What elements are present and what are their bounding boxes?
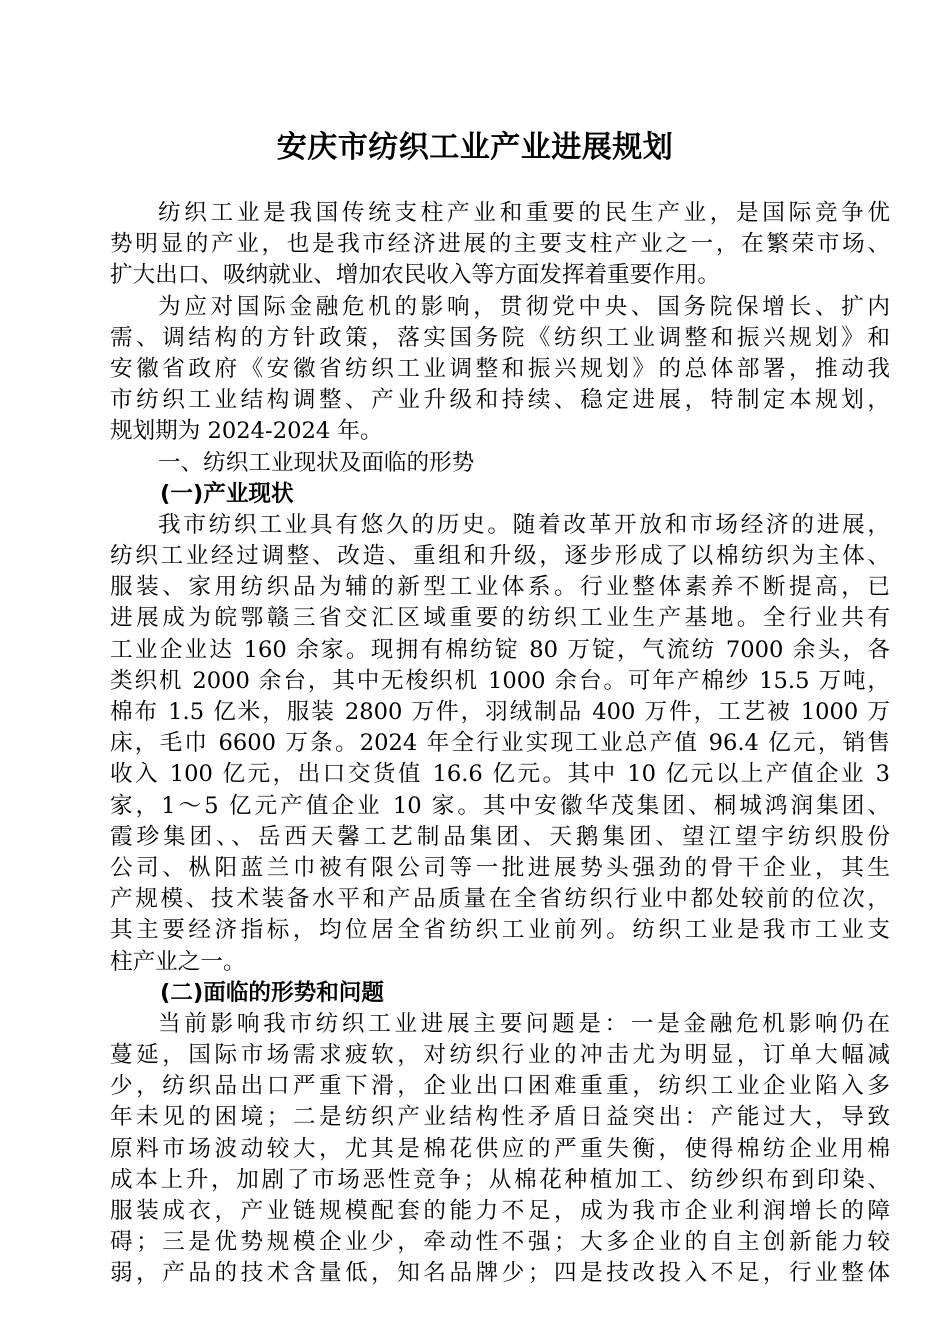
text-line: 产规模、技术装备水平和产品质量在全省纺织行业中都处较前的位次， [110, 886, 890, 913]
text-line: 进展成为皖鄂赣三省交汇区域重要的纺织工业生产基地。全行业共有 [110, 605, 890, 632]
text-line: 为应对国际金融危机的影响，贯彻党中央、国务院保增长、扩内 [158, 293, 890, 320]
text-line: 碍；三是优势规模企业少，牵动性不强；大多企业的自主创新能力较 [110, 1229, 890, 1256]
text-line: 安徽省政府《安徽省纺织工业调整和振兴规划》的总体部署，推动我 [110, 355, 890, 382]
text-line: 势明显的产业，也是我市经济进展的主要支柱产业之一，在繁荣市场、 [110, 231, 890, 258]
text-line: 扩大出口、吸纳就业、增加农民收入等方面发挥着重要作用。 [110, 262, 721, 289]
text-line: 市纺织工业结构调整、产业升级和持续、稳定进展，特制定本规划， [110, 387, 890, 414]
text-line: 家，1～5 亿元产值企业 10 家。其中安徽华茂集团、桐城鸿润集团、 [110, 792, 890, 819]
text-line: 纺织工业是我国传统支柱产业和重要的民生产业，是国际竞争优 [158, 200, 890, 226]
text-line: 原料市场波动较大，尤其是棉花供应的严重失衡，使得棉纺企业用棉 [110, 1135, 890, 1162]
text-line: 公司、枞阳蓝兰巾被有限公司等一批进展势头强劲的骨干企业，其生 [110, 854, 890, 881]
subsection-heading: (二)面临的形势和问题 [160, 979, 384, 1006]
text-line: 我市纺织工业具有悠久的历史。随着改革开放和市场经济的进展， [158, 511, 890, 538]
text-line: 服装成衣，产业链规模配套的能力不足，成为我市企业利润增长的障 [110, 1198, 890, 1224]
text-line: 其主要经济指标，均位居全省纺织工业前列。纺织工业是我市工业支 [110, 917, 890, 944]
text-line: 床，毛巾 6600 万条。2024 年全行业实现工业总产值 96.4 亿元，销售 [110, 730, 890, 757]
document-body [110, 198, 890, 1290]
text-line: 收入 100 亿元，出口交货值 16.6 亿元。其中 10 亿元以上产值企业 3 [110, 761, 890, 788]
document-title: 安庆市纺织工业产业进展规划 [276, 130, 674, 165]
text-line: 少，纺织品出口严重下滑，企业出口困难重重，纺织工业企业陷入多 [110, 1073, 890, 1100]
text-line: 工业企业达 160 余家。现拥有棉纺锭 80 万锭，气流纺 7000 余头，各 [110, 636, 890, 663]
text-line: 成本上升，加剧了市场恶性竞争；从棉花种植加工、纺纱织布到印染、 [110, 1166, 890, 1193]
text-line: 需、调结构的方针政策，落实国务院《纺织工业调整和振兴规划》和 [110, 324, 890, 351]
text-line: 纺织工业经过调整、改造、重组和升级，逐步形成了以棉纺织为主体、 [110, 543, 890, 570]
text-line: 弱，产品的技术含量低，知名品牌少；四是技改投入不足，行业整体 [110, 1260, 890, 1287]
text-line: 年未见的困境；二是纺织产业结构性矛盾日益突出：产能过大，导致 [110, 1104, 890, 1131]
text-line: 棉布 1.5 亿米，服装 2800 万件，羽绒制品 400 万件，工艺被 1000 万 [110, 699, 890, 725]
subsection-heading: (一)产业现状 [160, 480, 294, 507]
text-line: 规划期为 2024-2024 年。 [110, 418, 383, 445]
text-line: 柱产业之一。 [110, 948, 246, 975]
text-line: 蔓延，国际市场需求疲软，对纺织行业的冲击尤为明显，订单大幅减 [110, 1042, 890, 1069]
text-line: 当前影响我市纺织工业进展主要问题是：一是金融危机影响仍在 [158, 1010, 890, 1037]
section-heading: 一、纺织工业现状及面临的形势 [158, 449, 475, 476]
text-line: 服装、家用纺织品为辅的新型工业体系。行业整体素养不断提高，已 [110, 574, 890, 601]
text-line: 霞珍集团、、岳西天馨工艺制品集团、天鹅集团、望江望宇纺织股份 [110, 823, 890, 850]
text-line: 类织机 2000 余台，其中无梭织机 1000 余台。可年产棉纱 15.5 万吨， [110, 667, 890, 694]
